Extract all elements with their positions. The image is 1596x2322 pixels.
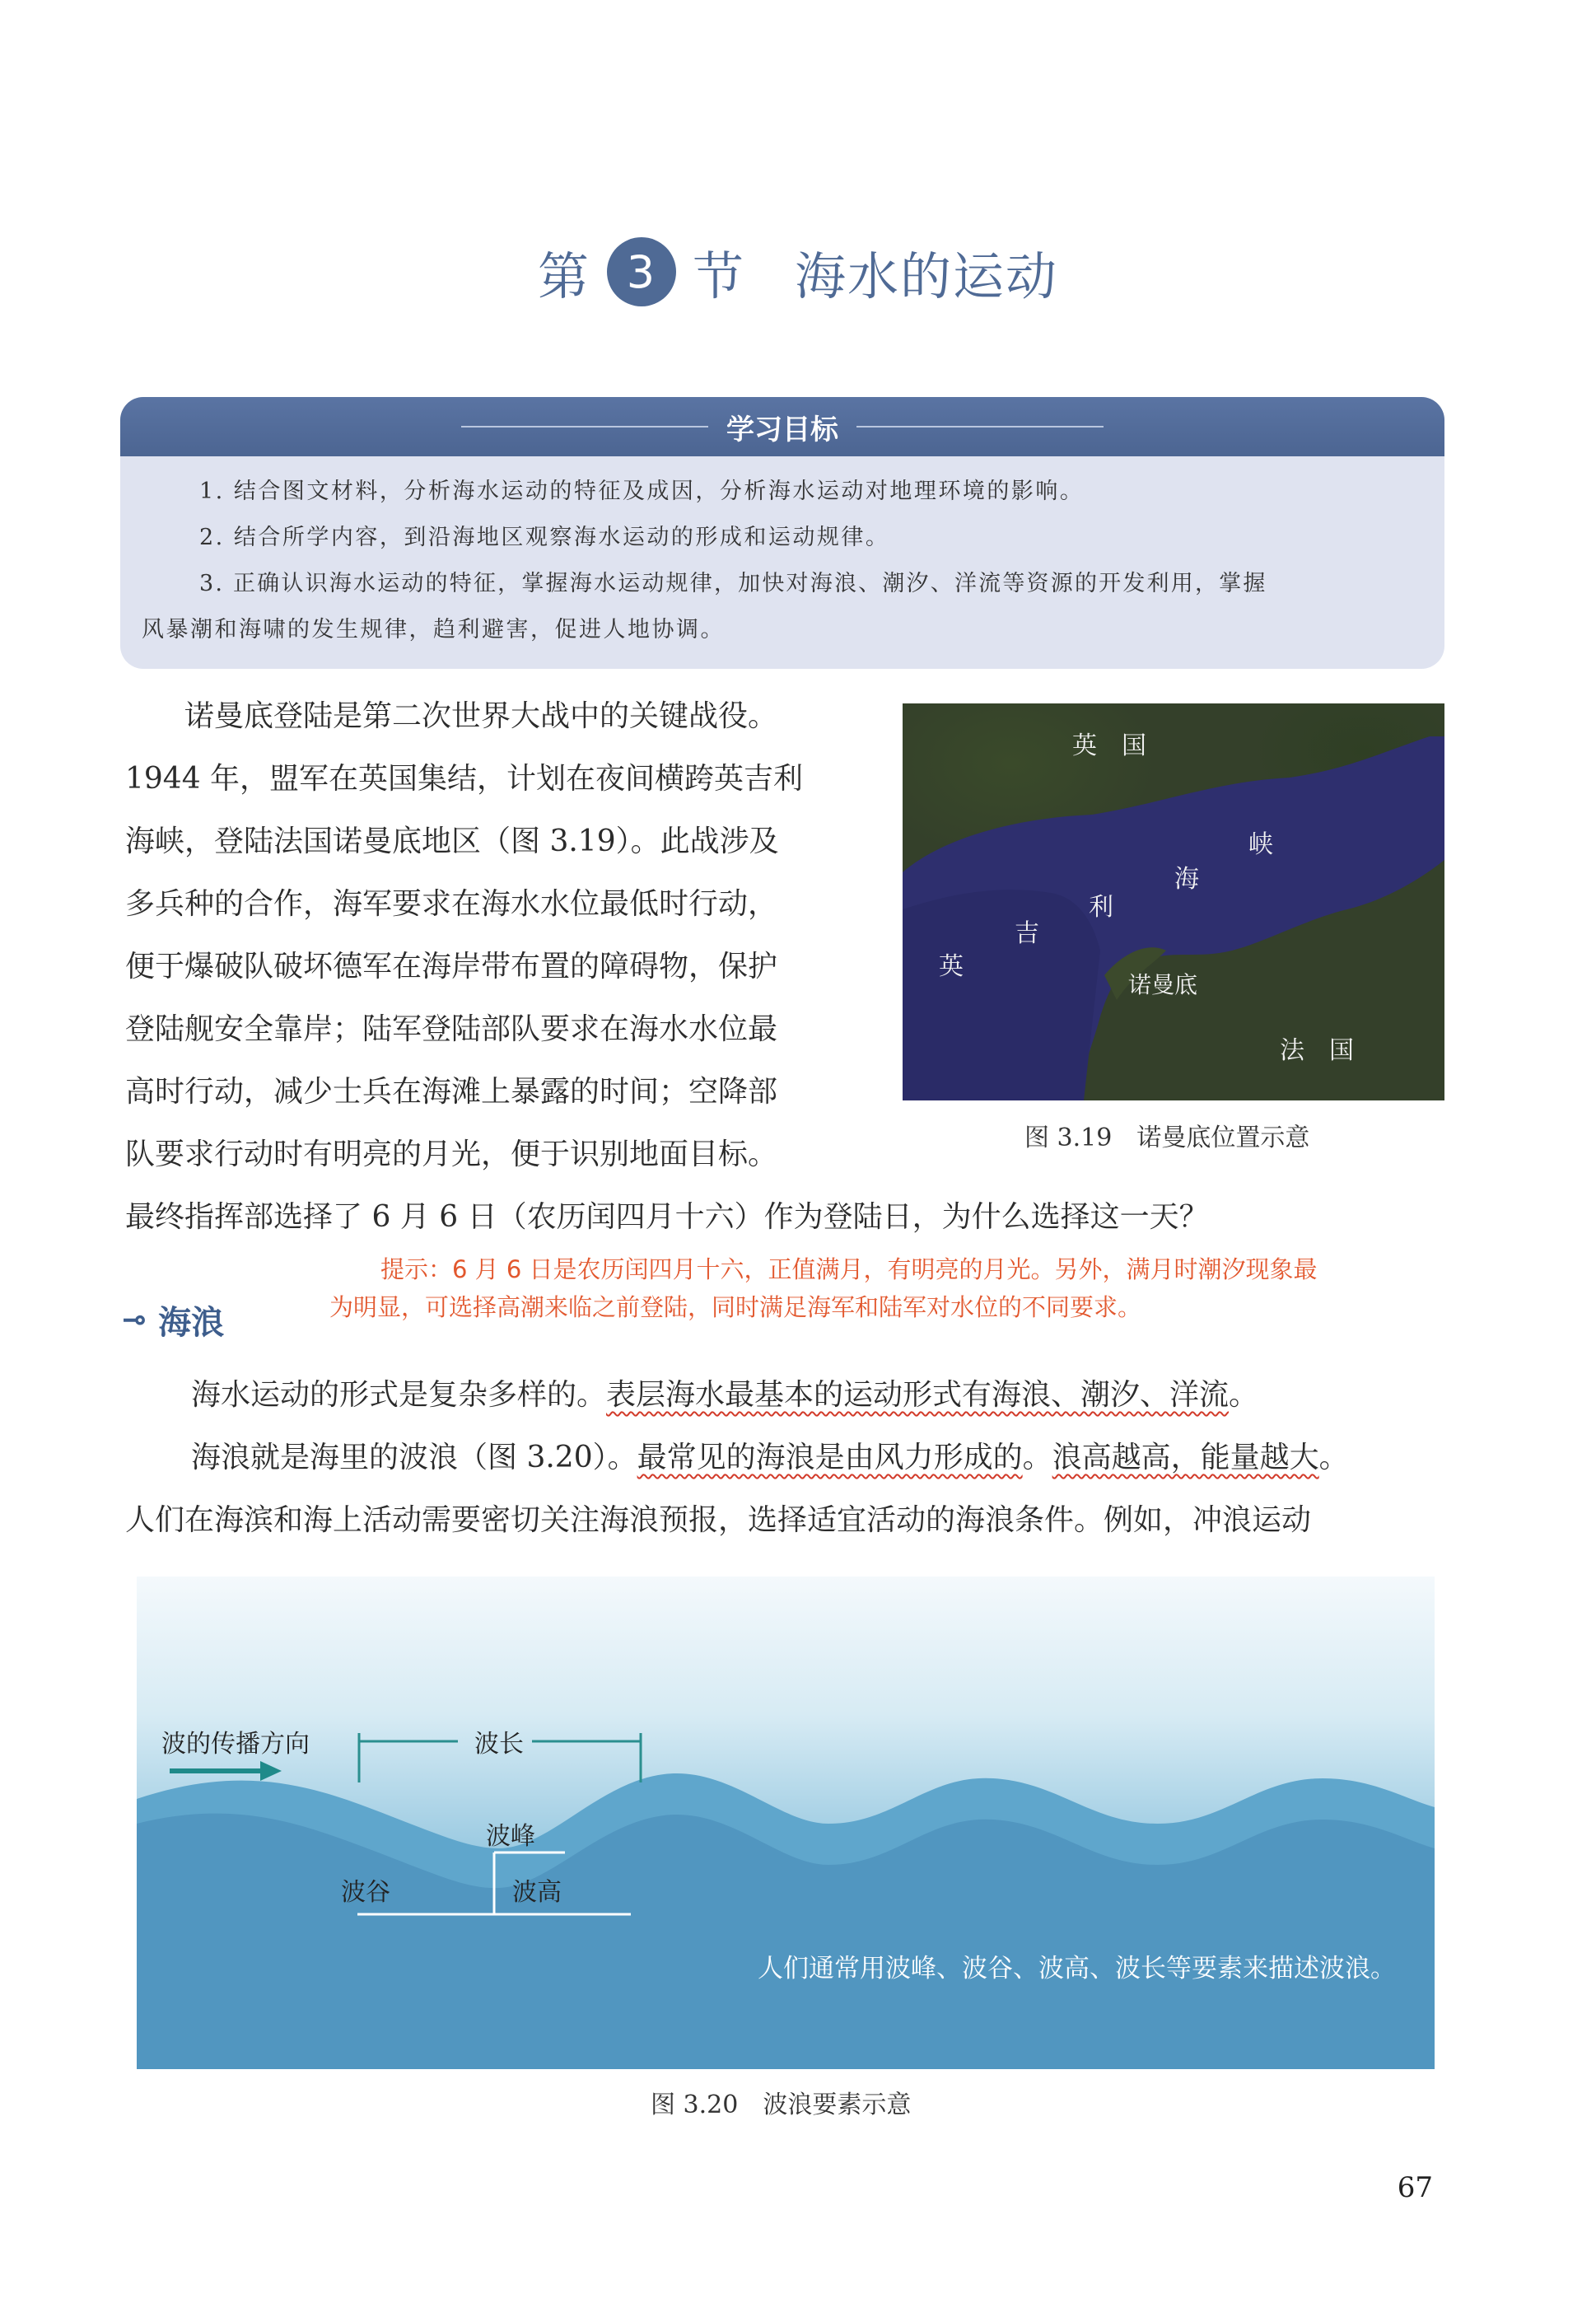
body-paragraph-3: 人们在海滨和海上活动需要密切关注海浪预报，选择适宜活动的海浪条件。例如，冲浪运动 xyxy=(125,1503,1312,1537)
body-text: 。 xyxy=(1318,1441,1349,1474)
hint-line: 提示：6 月 6 日是农历闰四月十六，正值满月，有明亮的月光。另外，满月时潮汐现象最 xyxy=(380,1255,1318,1283)
arrow-circle-icon: ⊸ xyxy=(122,1302,147,1337)
map-label-li: 利 xyxy=(1089,893,1113,922)
intro-line: 诺曼底登陆是第二次世界大战中的关键战役。 xyxy=(184,699,778,733)
body-text: 。 xyxy=(1229,1378,1259,1412)
normandy-satellite-map xyxy=(903,703,1444,1100)
figure-3-19-caption: 图 3.19 诺曼底位置示意 xyxy=(1024,1124,1310,1152)
map-label-xia: 峡 xyxy=(1248,830,1273,859)
intro-line: 队要求行动时有明亮的月光，便于识别地面目标。 xyxy=(125,1138,778,1171)
intro-line: 高时行动，减少士兵在海滩上暴露的时间；空降部 xyxy=(125,1075,778,1109)
wave-elements-figure xyxy=(137,1577,1435,2069)
intro-line: 登陆舰安全靠岸；陆军登陆部队要求在海水水位最 xyxy=(125,1012,778,1046)
emphasized-text: 表层海水最基本的运动形式有海浪、潮汐、洋流 xyxy=(606,1378,1230,1412)
wavelength-label: 波长 xyxy=(474,1730,524,1759)
figure-3-20-caption: 图 3.20 波浪要素示意 xyxy=(651,2091,912,2119)
emphasized-text: 最常见的海浪是由风力形成的 xyxy=(637,1441,1023,1474)
wave-direction-label: 波的传播方向 xyxy=(161,1730,310,1759)
map-label-ying: 英 xyxy=(939,952,964,981)
body-text: 海浪就是海里的波浪（图 3.20）。 xyxy=(191,1441,637,1474)
objective-line: 风暴潮和海啸的发生规律，趋利避害，促进人地协调。 xyxy=(142,617,725,642)
body-text: 。 xyxy=(1022,1441,1052,1474)
page-title xyxy=(0,222,1596,321)
header-rule-left xyxy=(461,426,708,427)
objective-line: 2. 结合所学内容，到沿海地区观察海水运动的形成和运动规律。 xyxy=(199,525,890,550)
body-text: 海水运动的形式是复杂多样的。 xyxy=(191,1378,607,1412)
objectives-header xyxy=(120,397,1444,456)
title-suffix: 节 xyxy=(692,245,745,306)
map-label-normandy: 诺曼底 xyxy=(1128,971,1198,998)
intro-question-line: 最终指挥部选择了 6 月 6 日（农历闰四月十六）作为登陆日，为什么选择这一天？ xyxy=(125,1200,1209,1234)
channel-water-shape xyxy=(903,703,1444,1100)
crest-label: 波峰 xyxy=(486,1822,535,1851)
intro-line: 多兵种的合作，海军要求在海水水位最低时行动， xyxy=(125,887,778,921)
title-prefix: 第 xyxy=(537,245,590,306)
map-label-france: 法 国 xyxy=(1280,1036,1354,1065)
trough-label: 波谷 xyxy=(341,1878,390,1907)
header-rule-right xyxy=(856,426,1104,427)
hint-text xyxy=(329,1250,1449,1326)
emphasized-text: 浪高越高，能量越大 xyxy=(1052,1441,1319,1474)
section-title: 海浪 xyxy=(158,1302,225,1342)
wave-figure-note: 人们通常用波峰、波谷、波高、波长等要素来描述波浪。 xyxy=(758,1954,1396,1983)
section-number-badge: 3 xyxy=(607,237,676,306)
objective-line: 3. 正确认识海水运动的特征，掌握海水运动规律，加快对海浪、潮汐、洋流等资源的开发利用，掌握 xyxy=(199,571,1267,596)
body-paragraph-2 xyxy=(191,1443,1349,1473)
hint-line: 为明显，可选择高潮来临之前登陆，同时满足海军和陆军对水位的不同要求。 xyxy=(329,1293,1142,1321)
intro-line: 1944 年，盟军在英国集结，计划在夜间横跨英吉利 xyxy=(125,762,804,796)
intro-line: 便于爆破队破坏德军在海岸带布置的障碍物，保护 xyxy=(125,950,778,983)
intro-line: 海峡，登陆法国诺曼底地区（图 3.19）。此战涉及 xyxy=(125,825,779,858)
direction-arrow-icon xyxy=(260,1761,282,1781)
body-paragraph-1 xyxy=(191,1378,1259,1412)
wave-height-label: 波高 xyxy=(512,1878,562,1907)
title-name: 海水的运动 xyxy=(795,245,1059,306)
learning-objectives-box xyxy=(120,397,1444,669)
map-label-ji: 吉 xyxy=(1015,919,1039,948)
objective-line: 1. 结合图文材料，分析海水运动的特征及成因，分析海水运动对地理环境的影响。 xyxy=(199,479,1085,504)
objectives-header-label: 学习目标 xyxy=(726,413,838,446)
map-label-hai: 海 xyxy=(1174,865,1199,894)
section-heading xyxy=(122,1295,224,1344)
map-label-england: 英 国 xyxy=(1072,731,1146,760)
wave-illustration xyxy=(137,1577,1435,2069)
page-number: 67 xyxy=(1397,2171,1433,2204)
